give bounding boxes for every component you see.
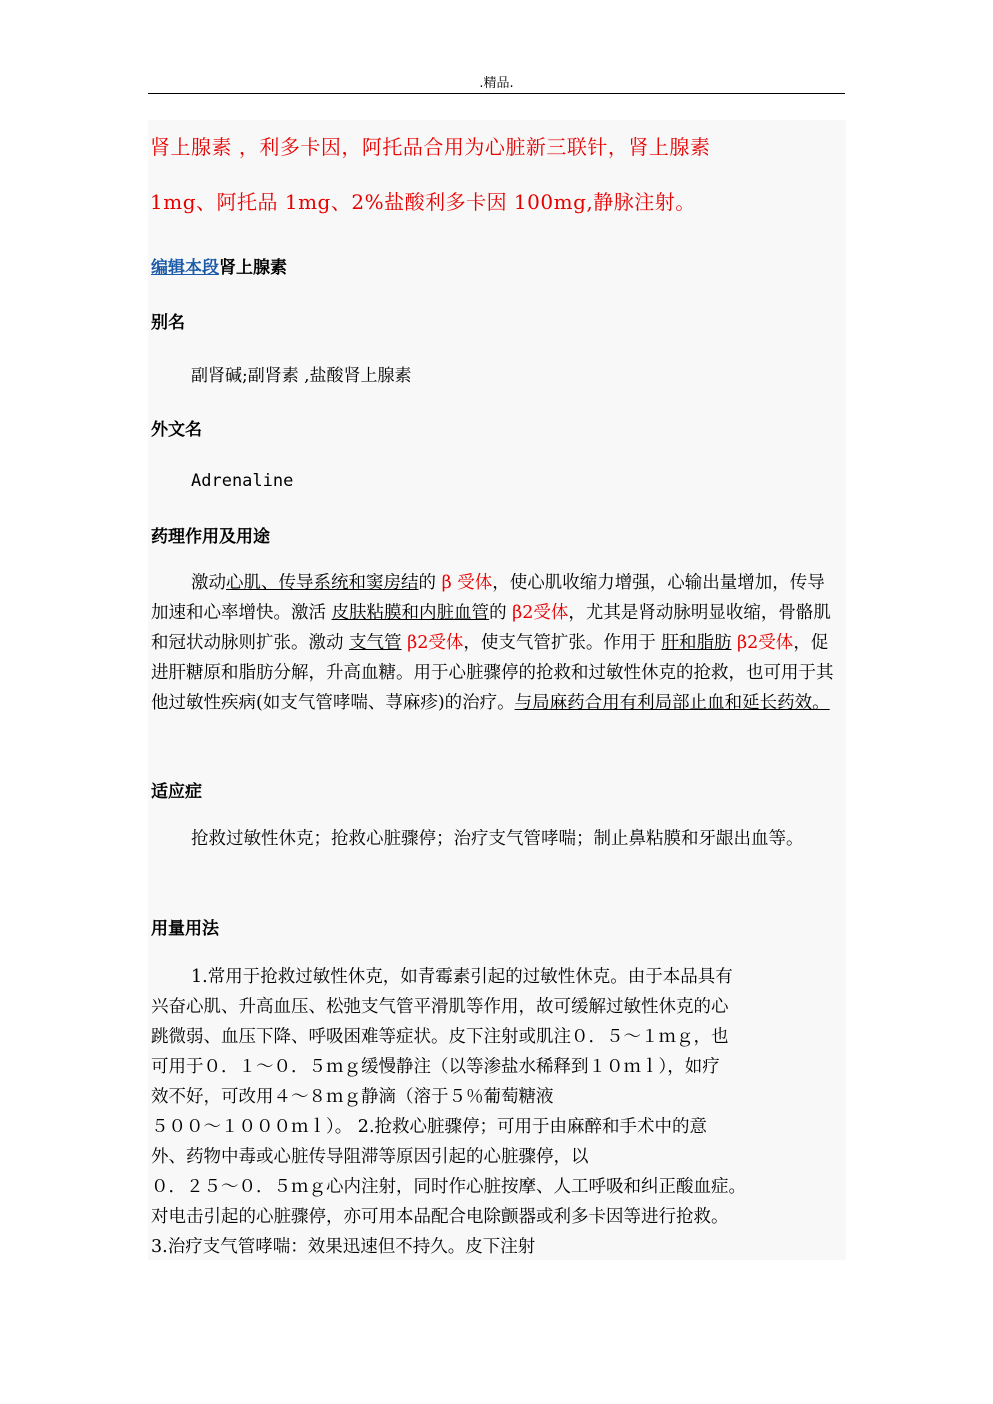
pharm-underline-skin-vessels: 皮肤粘膜和内脏血管 <box>331 603 490 623</box>
dosage-line: 可用于０．１～０．５ｍｇ缓慢静注（以等渗盐水稀释到１０ｍｌ），如疗 <box>151 1057 720 1077</box>
dosage-line: 1.常用于抢救过敏性休克，如青霉素引起的过敏性休克。由于本品具有 <box>191 967 733 987</box>
dosage-line: ５００～１０００ｍｌ）。 2.抢救心脏骤停；可用于由麻醉和手术中的意 <box>151 1117 708 1137</box>
intro-line-1: 肾上腺素 ，利多卡因，阿托品合用为心脏新三联针，肾上腺素 <box>150 135 711 159</box>
dosage-line: ０．２５～０．５ｍｇ心内注射，同时作心脏按摩、人工呼吸和纠正酸血症。 <box>151 1177 746 1197</box>
dosage-line: 效不好，可改用４～８ｍｇ静滴（溶于５％葡萄糖液 <box>151 1087 554 1107</box>
pharm-text: 的 <box>489 603 513 623</box>
indications-heading: 适应症 <box>151 782 202 802</box>
pharm-text: ，促进肝糖原和脂肪分解，升高血糖。用于心脏骤停的抢救和过敏性休克的抢救，也可用于其他过敏性疾病(如支气管哮喘、荨麻疹)的治疗。 <box>151 633 834 713</box>
pharm-red-beta2-receptor: β2受体 <box>407 633 464 653</box>
section-title-text: 肾上腺素 <box>219 258 287 278</box>
pharm-text: 激动 <box>191 573 226 593</box>
section-title <box>151 253 287 278</box>
foreign-name-value: Adrenaline <box>191 471 294 491</box>
pharm-red-beta-receptor: β 受体 <box>441 573 493 593</box>
pharm-text: ，使支气管扩张。作用于 <box>463 633 662 653</box>
pharmacology-paragraph <box>151 568 841 718</box>
dosage-line: 兴奋心肌、升高血压、松弛支气管平滑肌等作用，故可缓解过敏性休克的心 <box>151 997 729 1017</box>
pharm-text: 的 <box>418 573 442 593</box>
pharm-underline-liver-fat: 肝和脂肪 <box>661 633 732 653</box>
dosage-line: 对电击引起的心脏骤停，亦可用本品配合电除颤器或利多卡因等进行抢救。 <box>151 1207 729 1227</box>
pharm-text: ，尤其是肾动脉明显收缩，骨骼肌和冠状动脉则扩张。激动 <box>151 603 831 653</box>
dosage-heading: 用量用法 <box>151 919 219 939</box>
edit-section-link[interactable]: 编辑本段 <box>151 258 219 278</box>
dosage-paragraph <box>151 962 841 1262</box>
dosage-line: 3.治疗支气管哮喘：效果迅速但不持久。皮下注射 <box>151 1237 536 1257</box>
pharm-underline-bronchus: 支气管 <box>349 633 402 653</box>
alias-value: 副肾碱;副肾素 ,盐酸肾上腺素 <box>191 366 412 386</box>
intro-line-2: 1mg、阿托品 1mg、2%盐酸利多卡因 100mg,静脉注射。 <box>150 190 696 214</box>
header-divider <box>148 93 845 94</box>
dosage-line: 外、药物中毒或心脏传导阻滞等原因引起的心脏骤停，以 <box>151 1147 589 1167</box>
pharm-red-beta2-receptor: β2受体 <box>737 633 794 653</box>
pharm-underline-local-anesthetic: 与局麻药合用有利局部止血和延长药效。 <box>514 693 830 713</box>
pharm-red-beta2-receptor: β2受体 <box>512 603 569 623</box>
dosage-line: 跳微弱、血压下降、呼吸困难等症状。皮下注射或肌注０．５～１ｍｇ，也 <box>151 1027 729 1047</box>
intro-paragraph <box>150 120 840 230</box>
alias-heading: 别名 <box>151 313 185 333</box>
page-header-label: .精品. <box>479 76 514 91</box>
pharmacology-heading: 药理作用及用途 <box>151 527 270 547</box>
pharm-text: ，使心肌收缩力增强，心输出量增加，传导加速和心率增快。激活 <box>151 573 825 623</box>
pharm-underline-myocardium: 心肌、传导系统和窦房结 <box>226 573 419 593</box>
foreign-name-heading: 外文名 <box>151 420 202 440</box>
indications-text: 抢救过敏性休克；抢救心脏骤停；治疗支气管哮喘；制止鼻粘膜和牙龈出血等。 <box>191 829 804 849</box>
